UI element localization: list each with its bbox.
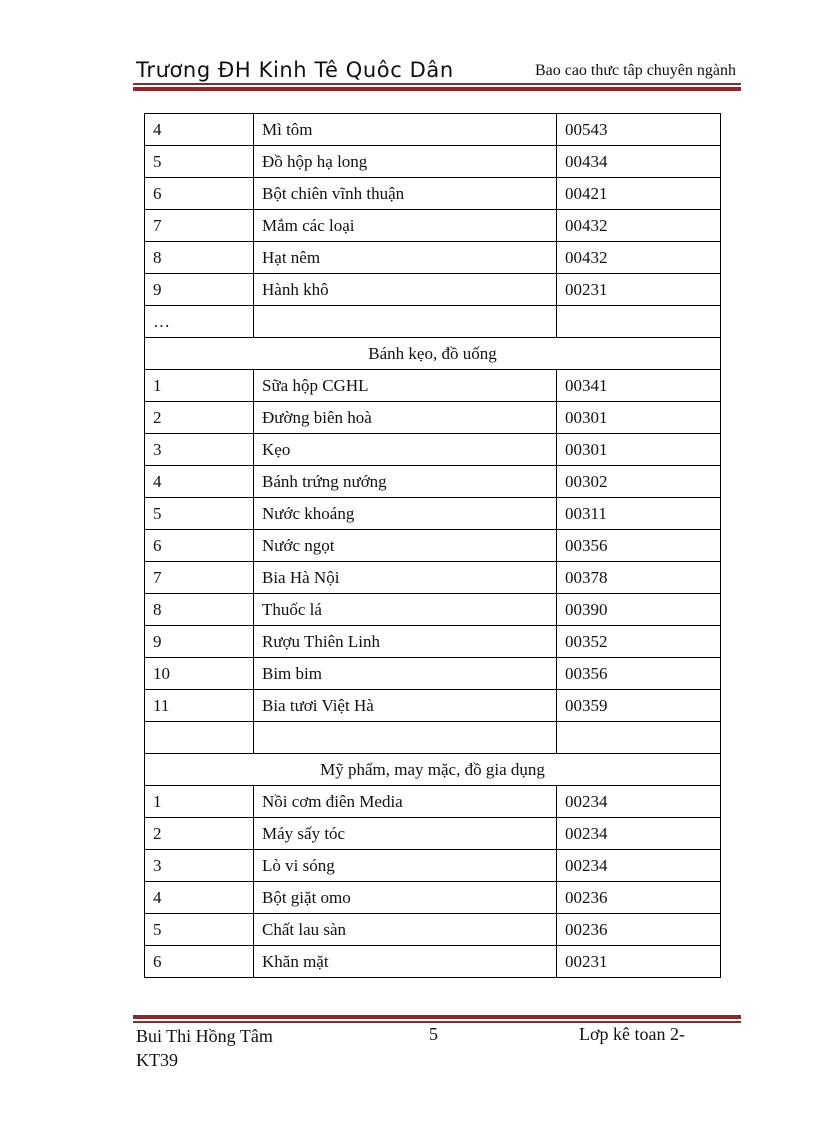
- product-code-table: [144, 113, 721, 978]
- product-name: Bia Hà Nội: [254, 562, 557, 594]
- table-row: [145, 658, 721, 690]
- product-code: 00352: [557, 626, 721, 658]
- table-row: [145, 722, 721, 754]
- row-number: 5: [145, 498, 254, 530]
- product-code: 00434: [557, 146, 721, 178]
- product-name: Rượu Thiên Linh: [254, 626, 557, 658]
- product-name: Nồi cơm điên Media: [254, 786, 557, 818]
- row-number: 4: [145, 466, 254, 498]
- row-number: 4: [145, 882, 254, 914]
- row-number: 2: [145, 818, 254, 850]
- product-name: Nước ngọt: [254, 530, 557, 562]
- section-header-row: [145, 754, 721, 786]
- table-row: [145, 402, 721, 434]
- row-number: 2: [145, 402, 254, 434]
- product-name: Nước khoáng: [254, 498, 557, 530]
- product-code: 00236: [557, 882, 721, 914]
- product-code: 00543: [557, 114, 721, 146]
- product-name: Máy sấy tóc: [254, 818, 557, 850]
- product-name: [254, 306, 557, 338]
- product-name: Bánh trứng nướng: [254, 466, 557, 498]
- row-number: 8: [145, 242, 254, 274]
- row-number: 5: [145, 914, 254, 946]
- product-code: 00301: [557, 434, 721, 466]
- product-name: Hạt nêm: [254, 242, 557, 274]
- product-name: Bia tươi Việt Hà: [254, 690, 557, 722]
- table-row: [145, 274, 721, 306]
- table-row: [145, 466, 721, 498]
- table-row: [145, 690, 721, 722]
- product-name: Sữa hộp CGHL: [254, 370, 557, 402]
- product-code: 00341: [557, 370, 721, 402]
- product-name: Mắm các loại: [254, 210, 557, 242]
- row-number: …: [145, 306, 254, 338]
- table-row: [145, 882, 721, 914]
- row-number: 6: [145, 530, 254, 562]
- product-code: [557, 722, 721, 754]
- row-number: 3: [145, 850, 254, 882]
- product-name: Đồ hộp hạ long: [254, 146, 557, 178]
- product-name: Bột giặt omo: [254, 882, 557, 914]
- table-row: [145, 434, 721, 466]
- row-number: 6: [145, 178, 254, 210]
- table-row: [145, 146, 721, 178]
- product-code: 00378: [557, 562, 721, 594]
- product-name: Kẹo: [254, 434, 557, 466]
- product-code: 00234: [557, 850, 721, 882]
- product-name: Bột chiên vĩnh thuận: [254, 178, 557, 210]
- product-code: 00231: [557, 274, 721, 306]
- header-report-title: Bao cao thưc tâp chuyên ngành: [534, 62, 736, 79]
- product-code: 00234: [557, 818, 721, 850]
- product-name: Đường biên hoà: [254, 402, 557, 434]
- product-code: 00356: [557, 530, 721, 562]
- product-code: 00432: [557, 210, 721, 242]
- product-code: 00390: [557, 594, 721, 626]
- header-rule-thin: [133, 83, 741, 85]
- table-row: [145, 114, 721, 146]
- product-code: 00432: [557, 242, 721, 274]
- row-number: 5: [145, 146, 254, 178]
- product-name: Hành khô: [254, 274, 557, 306]
- row-number: 7: [145, 562, 254, 594]
- header-school: Trương ĐH Kinh Tê Quôc Dân: [136, 58, 454, 82]
- row-number: 10: [145, 658, 254, 690]
- product-code: 00236: [557, 914, 721, 946]
- table-row: [145, 818, 721, 850]
- row-number: 9: [145, 274, 254, 306]
- footer-author-block: [136, 1024, 273, 1072]
- product-name: Bim bim: [254, 658, 557, 690]
- product-name: [254, 722, 557, 754]
- footer-rule-thin: [133, 1021, 741, 1023]
- table-row: [145, 306, 721, 338]
- product-name: Mì tôm: [254, 114, 557, 146]
- footer-rule-thick: [133, 1015, 741, 1019]
- table-row: [145, 370, 721, 402]
- product-code: 00311: [557, 498, 721, 530]
- footer-author: Bui Thi Hồng Tâm: [136, 1026, 273, 1046]
- section-title: Mỹ phẩm, may mặc, đồ gia dụng: [145, 754, 721, 786]
- product-name: Thuốc lá: [254, 594, 557, 626]
- table-row: [145, 562, 721, 594]
- row-number: 8: [145, 594, 254, 626]
- table-row: [145, 498, 721, 530]
- product-code: 00302: [557, 466, 721, 498]
- table-row: [145, 178, 721, 210]
- product-name: Chất lau sàn: [254, 914, 557, 946]
- row-number: [145, 722, 254, 754]
- product-code: 00231: [557, 946, 721, 978]
- page-number: 5: [429, 1024, 438, 1044]
- section-header-row: [145, 338, 721, 370]
- row-number: 3: [145, 434, 254, 466]
- product-code: 00421: [557, 178, 721, 210]
- table-row: [145, 530, 721, 562]
- row-number: 9: [145, 626, 254, 658]
- section-title: Bánh kẹo, đồ uống: [145, 338, 721, 370]
- table-row: [145, 242, 721, 274]
- row-number: 11: [145, 690, 254, 722]
- product-name: Lò vi sóng: [254, 850, 557, 882]
- table-row: [145, 626, 721, 658]
- product-code: 00359: [557, 690, 721, 722]
- footer-class: Lơp kê toan 2-: [579, 1024, 685, 1044]
- row-number: 1: [145, 786, 254, 818]
- product-code: 00356: [557, 658, 721, 690]
- table-row: [145, 914, 721, 946]
- table-row: [145, 210, 721, 242]
- table-row: [145, 786, 721, 818]
- row-number: 7: [145, 210, 254, 242]
- table-row: [145, 946, 721, 978]
- product-name: Khăn mặt: [254, 946, 557, 978]
- table-row: [145, 594, 721, 626]
- table-row: [145, 850, 721, 882]
- product-code: [557, 306, 721, 338]
- row-number: 6: [145, 946, 254, 978]
- row-number: 1: [145, 370, 254, 402]
- footer-author-code: KT39: [136, 1050, 178, 1070]
- product-code: 00301: [557, 402, 721, 434]
- row-number: 4: [145, 114, 254, 146]
- product-code: 00234: [557, 786, 721, 818]
- header-rule-thick: [133, 87, 741, 91]
